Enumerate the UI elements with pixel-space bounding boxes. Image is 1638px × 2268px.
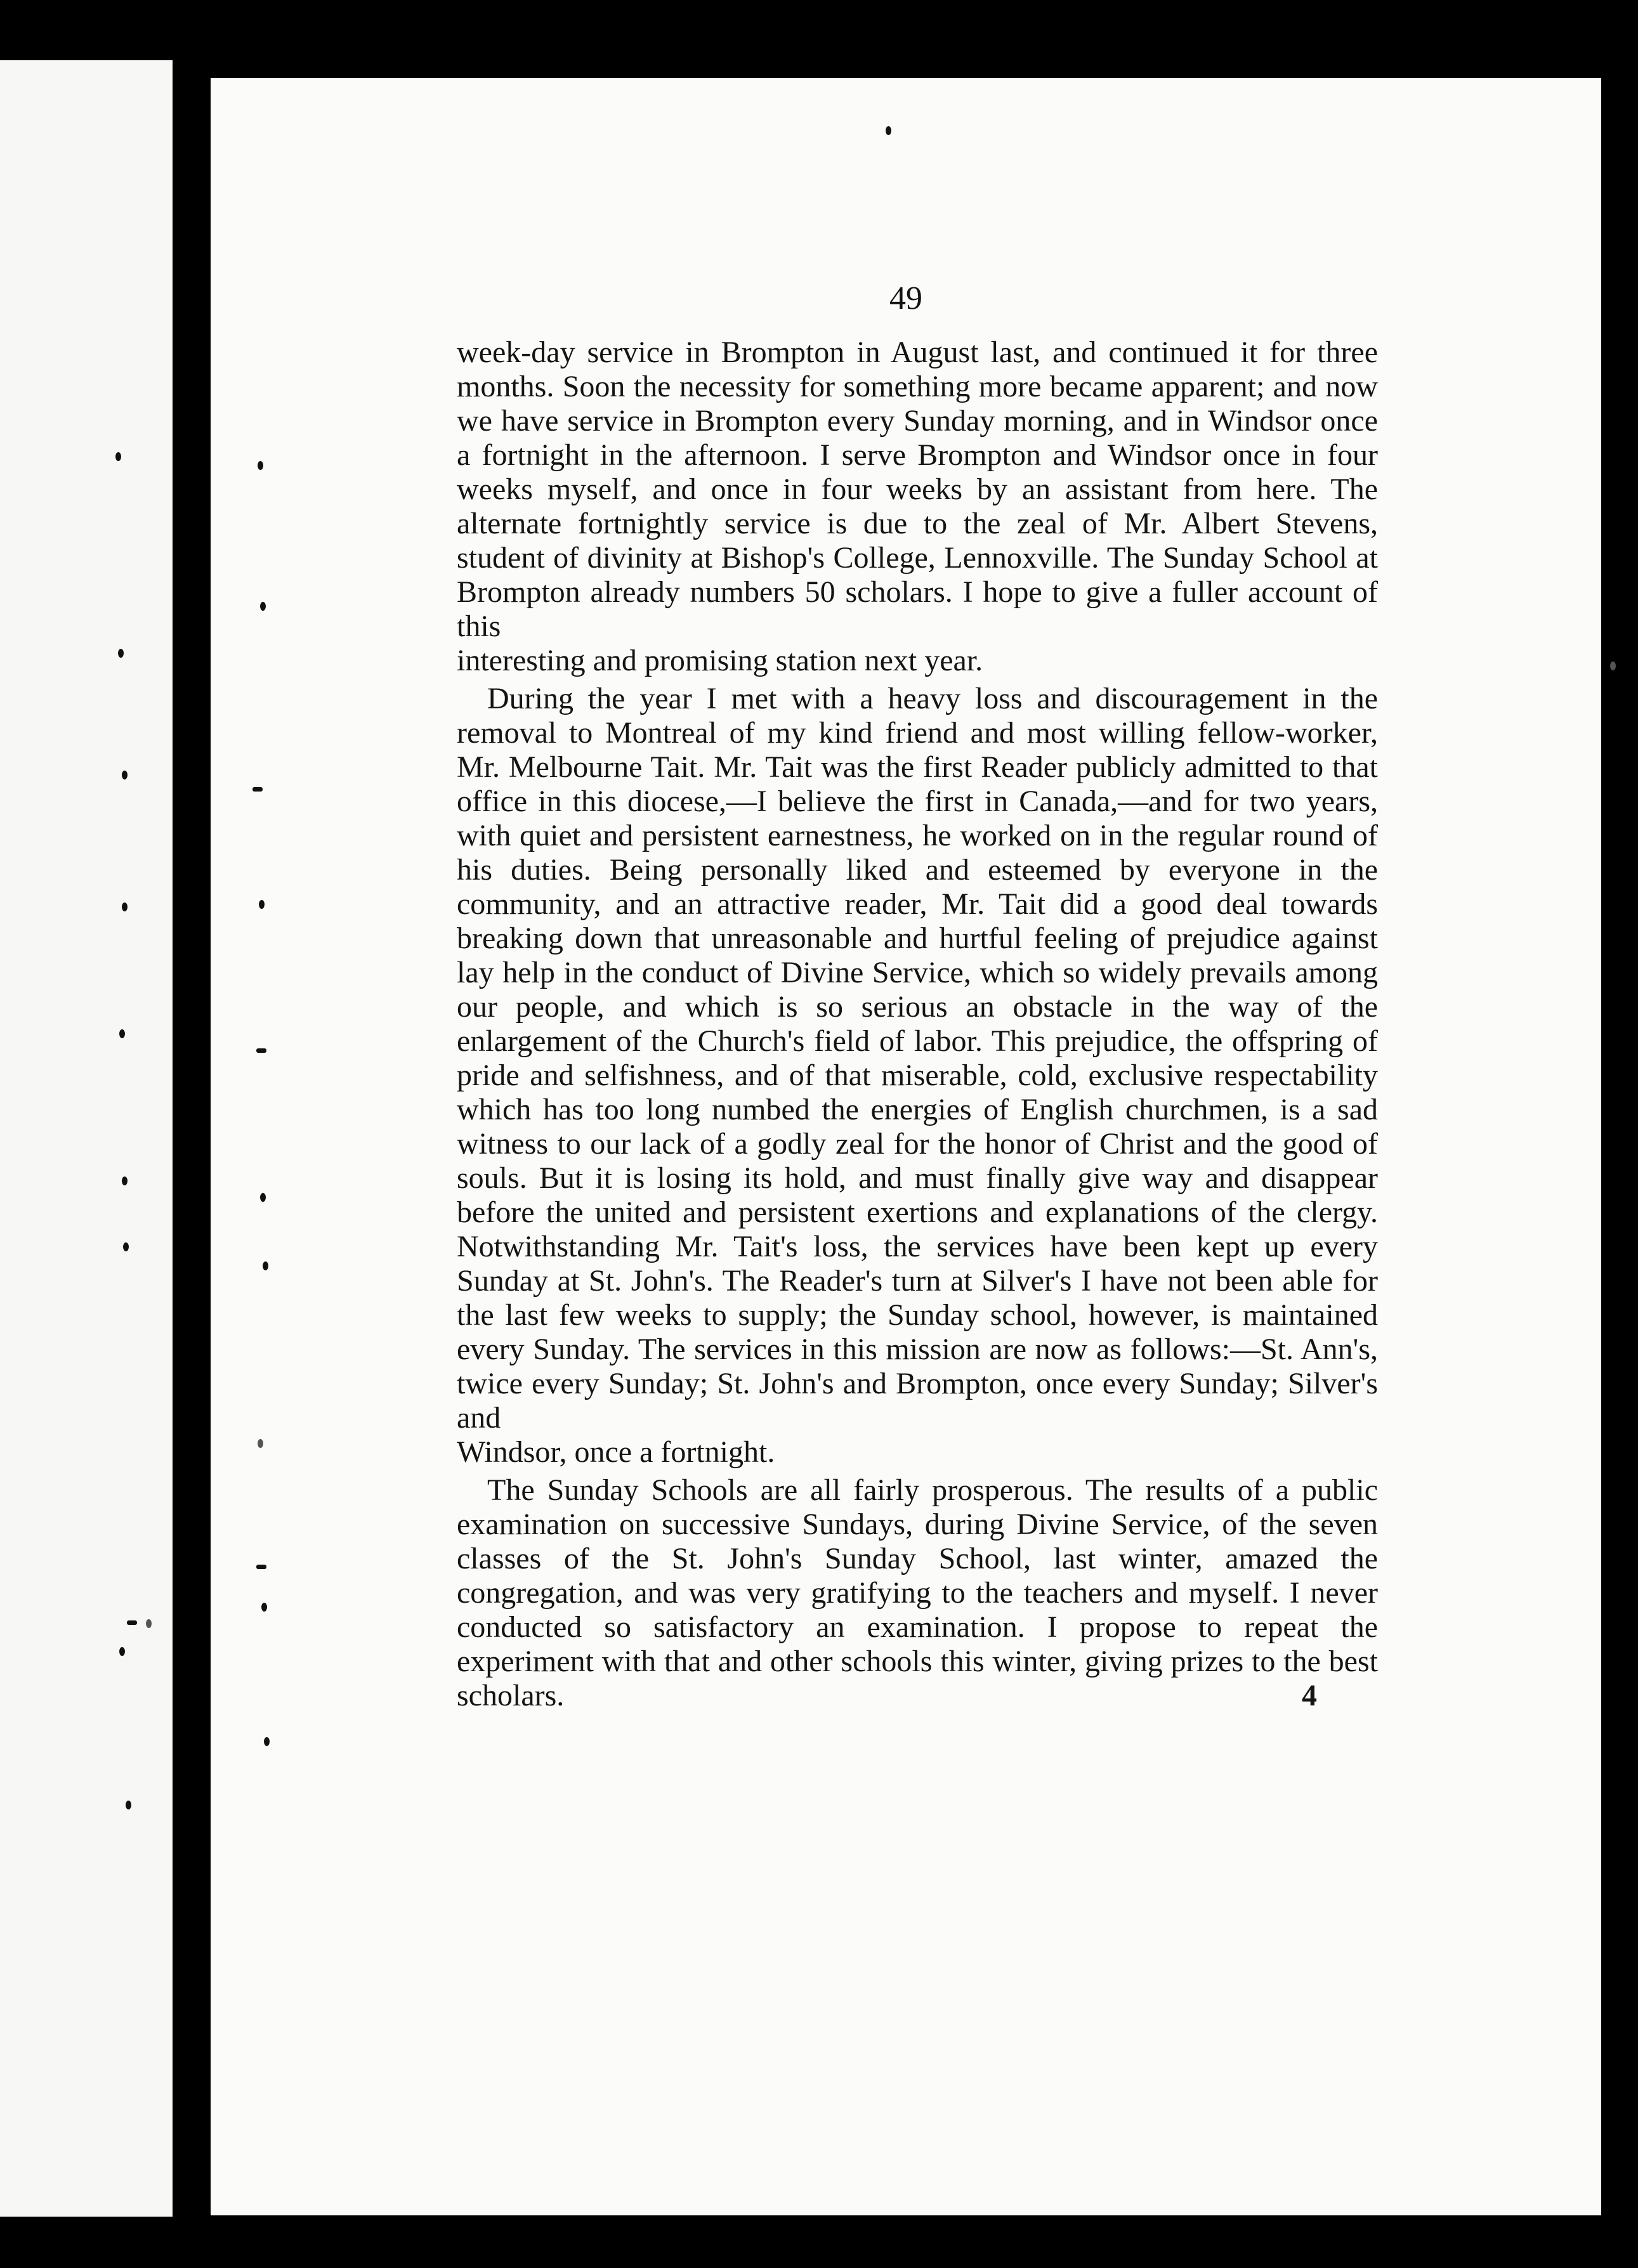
paragraph-3 [457, 1473, 1378, 1679]
page-mark [260, 1193, 266, 1202]
left-page-edge [0, 60, 173, 2217]
page-mark [264, 1737, 270, 1746]
page-number: 49 [889, 280, 922, 316]
paragraph-1 [457, 336, 1378, 678]
margin-mark [119, 1029, 125, 1038]
signature-mark: 4 [1302, 1679, 1317, 1712]
margin-mark [146, 1619, 152, 1628]
margin-mark [122, 771, 128, 779]
margin-mark [118, 649, 124, 658]
paragraph-1-text: week-day service in Brompton in August last, and continued it for three months. Soon the necessity for something more became apparent; and now we have service in Brompton every Sunday morning, and in Windsor once a fortnight in the afternoon. I serve Brompton and Windsor once in four weeks myself, and once in four weeks by an assistant from here. The alternate fortnightly service is due to the zeal of Mr. Albert Stevens, student of divinity at Bishop's College, Lennoxville. The Sunday School at Brompton already numbers 50 scholars. I hope to give a fuller account of this [457, 336, 1378, 643]
paragraph-2-last-line: Windsor, once a fortnight. [457, 1435, 775, 1469]
page-footer-line [457, 1679, 1378, 1713]
margin-mark [115, 452, 121, 461]
page-mark [256, 1565, 266, 1569]
margin-mark [126, 1801, 131, 1809]
paragraph-3-last-line: scholars. [457, 1679, 565, 1712]
paragraph-3-text: The Sunday Schools are all fairly prosperous. The results of a public examination on successive Sundays, during Divine Service, of the seven classes of the St. John's Sunday School, last winter, amazed the congregation, and was very gratifying to the teachers and myself. I never conducted so satisfactory an examination. I propose to repeat the experiment with that and other schools this winter, giving prizes to the best [457, 1473, 1378, 1678]
page-mark [252, 787, 263, 792]
page-mark [1610, 662, 1616, 670]
margin-mark [123, 1242, 129, 1251]
page-mark [261, 1603, 267, 1612]
page-mark [259, 900, 265, 909]
page-mark [886, 126, 891, 135]
book-page [211, 78, 1601, 2215]
page-mark [258, 461, 263, 470]
margin-mark [119, 1647, 125, 1656]
margin-mark [122, 903, 128, 911]
page-mark [263, 1261, 268, 1270]
body-text [457, 336, 1378, 1713]
page-mark [256, 1048, 266, 1053]
paragraph-1-last-line: interesting and promising station next year. [457, 644, 983, 677]
margin-mark [122, 1176, 128, 1185]
paragraph-2-text: During the year I met with a heavy loss and discouragement in the removal to Montreal of my kind friend and most willing fellow-worker, Mr. Melbourne Tait. Mr. Tait was the first Reader publicly admitted to that office in this diocese,—I believe the first in Canada,—and for two years, with quiet and persistent earnestness, he worked on in the regular round of his duties. Being personally liked and esteemed by everyone in the community, and an attractive reader, Mr. Tait did a good deal towards breaking down that unreasonable and hurtful feeling of prejudice against lay help in the conduct of Divine Service, which so widely prevails among our people, and which is so serious an obstacle in the way of the enlargement of the Church's field of labor. This prejudice, the offspring of pride and selfishness, and of that miserable, cold, exclusive respectability which has too long numbed the energies of English churchmen, is a sad witness to our lack of a godly zeal for the honor of Christ and the good of souls. But it is losing its hold, and must finally give way and disappear before the united and persistent exertions and explanations of the clergy. Notwithstanding Mr. Tait's loss, the services have been kept up every Sunday at St. John's. The Reader's turn at Silver's I have not been able for the last few weeks to supply; the Sunday school, however, is maintained every Sunday. The services in this mission are now as follows:—St. Ann's, twice every Sunday; St. John's and Brompton, once every Sunday; Silver's and [457, 682, 1378, 1435]
margin-mark [127, 1620, 137, 1625]
page-mark [258, 1439, 263, 1448]
page-mark [260, 602, 266, 611]
paragraph-2 [457, 682, 1378, 1470]
